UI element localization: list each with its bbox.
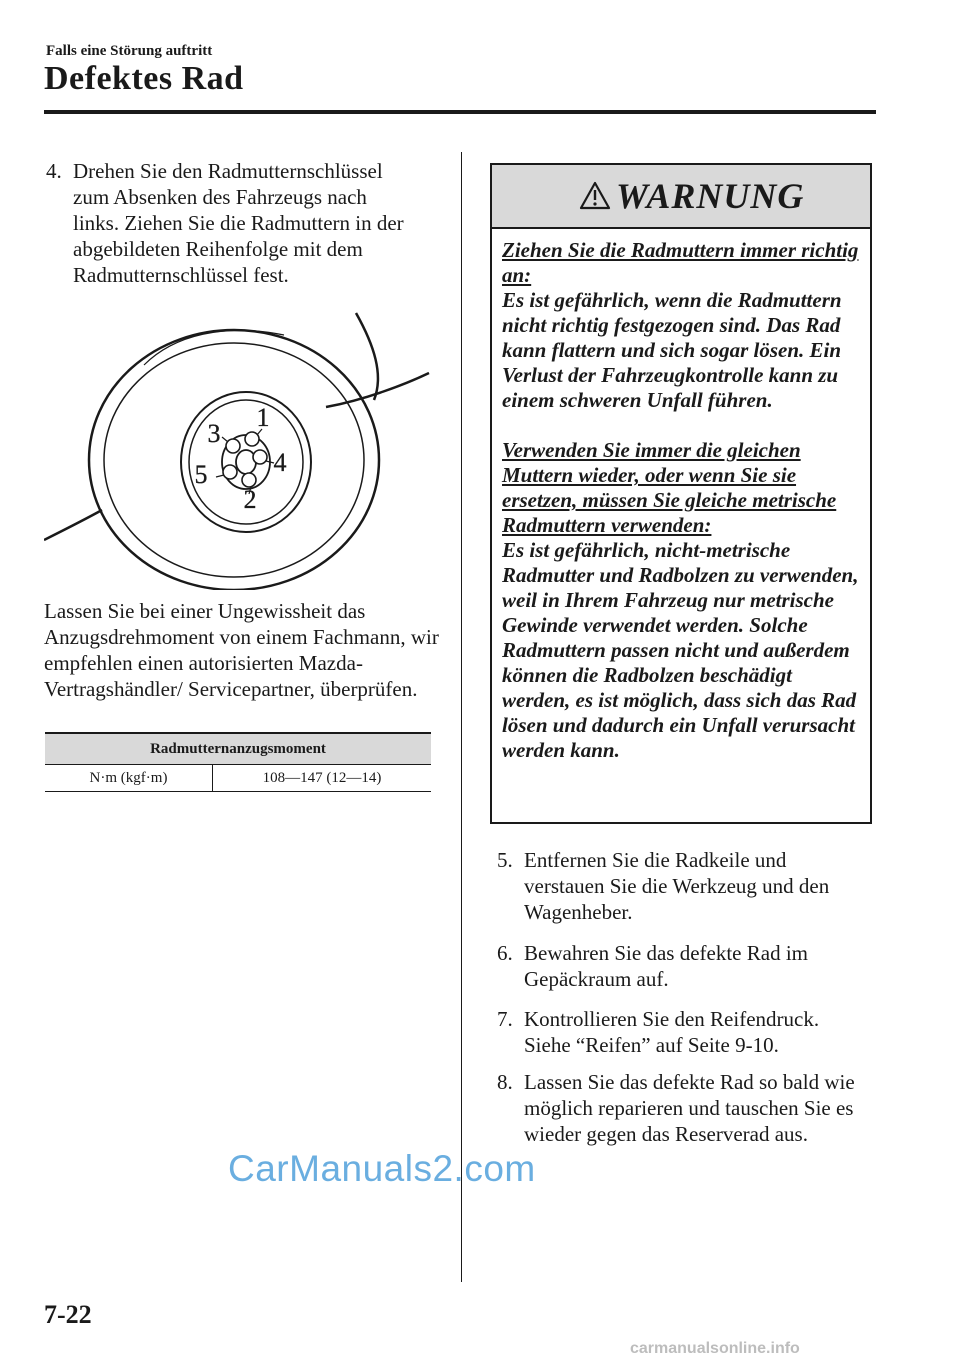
warning-header (492, 165, 870, 229)
step-number: 8. (497, 1070, 513, 1094)
warning-title: WARNUNG (616, 176, 805, 216)
nut-order-label: 1 (256, 403, 270, 432)
step-line: abgebildeten Reihenfolge mit dem (73, 237, 363, 261)
torque-unit: N·m (kgf·m) (45, 765, 213, 792)
nut-order-label: 5 (194, 460, 208, 489)
step-line: Bewahren Sie das defekte Rad im (524, 941, 808, 965)
step-line: Wagenheber. (524, 900, 633, 924)
step-line: Kontrollieren Sie den Reifendruck. (524, 1007, 820, 1031)
warning-triangle-icon (579, 181, 611, 210)
nut-order-label: 2 (243, 485, 257, 514)
nut-order-label: 3 (207, 419, 221, 448)
warning-heading: Verwenden Sie immer die gleichen Muttern wieder, oder wenn Sie sie ersetzen, müssen Sie gleiche metrische Radmuttern verwenden: (502, 438, 837, 537)
wheel-illustration (44, 305, 434, 590)
step-4 (46, 158, 446, 288)
step-line: verstauen Sie die Werkzeug und den (524, 874, 830, 898)
step-7 (497, 1006, 887, 1058)
warning-text: Es ist gefährlich, wenn die Radmuttern nicht richtig festgezogen sind. Das Rad kann flattern und sich sogar lösen. Ein Verlust der Fahrzeugkontrolle kann zu einem schweren Unfall führen. (502, 288, 842, 412)
page-number: 7-22 (44, 1300, 92, 1329)
page-title: Defektes Rad (44, 60, 244, 97)
step-line: Gepäckraum auf. (524, 967, 669, 991)
torque-table (45, 732, 431, 792)
step-line: zum Absenken des Fahrzeugs nach (73, 185, 367, 209)
step-5 (497, 847, 887, 925)
warning-body (502, 238, 864, 763)
step-8 (497, 1069, 887, 1147)
header-rule (44, 110, 876, 114)
warning-text: Es ist gefährlich, nicht-metrische Radmutter und Radbolzen zu verwenden, weil in Ihrem Fahrzeug nur metrische Gewinde verwendet werden. Solche Radmuttern passen nicht und außerdem können die Radbolzen beschädigt werden, es ist möglich, dass sich das Rad lösen und dadurch ein Unfall verursacht werden kann. (502, 538, 859, 762)
step-line: wieder gegen das Reserverad aus. (524, 1122, 808, 1146)
step-line: Entfernen Sie die Radkeile und (524, 848, 787, 872)
warning-box (490, 163, 872, 824)
spacer (502, 413, 864, 438)
step-number: 7. (497, 1007, 513, 1031)
step-6 (497, 940, 887, 992)
step-line: Drehen Sie den Radmutternschlüssel (73, 159, 383, 183)
step-line: möglich reparieren und tauschen Sie es (524, 1096, 854, 1120)
nut-order-label: 4 (273, 448, 287, 477)
warning-heading: Ziehen Sie die Radmuttern immer richtig an: (502, 238, 859, 287)
torque-value: 108―147 (12―14) (213, 765, 432, 792)
source-watermark: carmanualsonline.info (630, 1340, 800, 1357)
step-line: links. Ziehen Sie die Radmuttern in der (73, 211, 404, 235)
step-line: Lassen Sie das defekte Rad so bald wie (524, 1070, 855, 1094)
step-number: 6. (497, 941, 513, 965)
torque-table-header: Radmutternanzugsmoment (45, 733, 431, 765)
column-divider (461, 152, 462, 1282)
step-number: 4. (46, 159, 62, 183)
step-number: 5. (497, 848, 513, 872)
step-line: Radmutternschlüssel fest. (73, 263, 289, 287)
step-line: Siehe “Reifen” auf Seite 9-10. (524, 1033, 779, 1057)
torque-note: Lassen Sie bei einer Ungewissheit das Anzugsdrehmoment von einem Fachmann, wir empfehlen einen autorisierten Mazda-Vertragshändler/ Servicepartner, überprüfen. (44, 599, 439, 701)
watermark: CarManuals2.com (228, 1148, 536, 1189)
section-label: Falls eine Störung auftritt (46, 43, 213, 59)
